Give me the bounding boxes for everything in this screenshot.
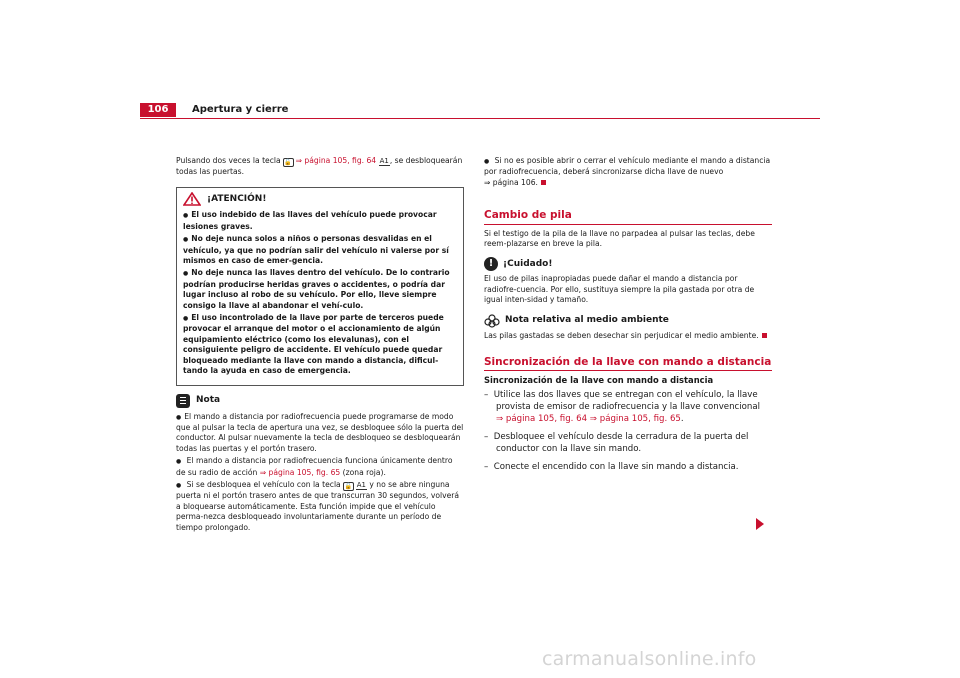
note-item: ● El mando a distancia por radiofrecuencia funciona únicamente dentro de su radio de acción ⇒ página 105, fig. 65 (zona roja). — [176, 456, 464, 478]
caution-exclamation-icon: ! — [484, 257, 498, 271]
environment-heading: Nota relativa al medio ambiente — [484, 314, 772, 328]
warning-item: ● No deje nunca solos a niños o personas desvalidas en el vehículo, ya que no podrían salir del vehículo ni valerse por sí mismos en caso de emer-gencia. — [183, 234, 457, 266]
environment-flower-icon — [484, 314, 500, 328]
note-reference-link[interactable]: ⇒ página 105, fig. 65 — [259, 467, 341, 477]
sync-subheading: Sincronización de la llave con mando a distancia — [484, 375, 714, 386]
page-header — [140, 103, 820, 117]
note-item: ● El mando a distancia por radiofrecuencia puede programarse de modo que al pulsar la tecla de apertura una vez, se desbloquee sólo la puerta del conductor. Al pulsar nuevamente la tecla de desbloqueo se desbloquearán todas las puertas y el portón trasero. — [176, 412, 464, 455]
warning-box — [176, 187, 464, 385]
warning-item: ● El uso indebido de las llaves del vehículo puede provocar lesiones graves. — [183, 210, 457, 232]
battery-paragraph: Si el testigo de la pila de la llave no parpadea al pulsar las teclas, debe reem-plazarse en breve la pila. — [484, 228, 755, 249]
warning-item: ● El uso incontrolado de la llave por parte de terceros puede provocar el arranque del motor o el accionamiento de algún equipamiento eléctrico (como los elevalunas), con el consiguiente peligro de accidente. El vehículo puede quedar bloqueado mediante la llave con mando a distancia, dificul-tando la ayuda en caso de emergencia. — [183, 313, 457, 376]
caution-paragraph: El uso de pilas inapropiadas puede dañar el mando a distancia por radiofre-cuencia. Por ello, sustituya siempre la pila gastada por otra de igual inten-sidad y tamaño. — [484, 274, 755, 305]
header-rule — [140, 118, 820, 119]
unlock-key-icon: 🔓 — [344, 482, 352, 490]
environment-paragraph: Las pilas gastadas se deben desechar sin perjudicar el medio ambiente. — [484, 331, 772, 341]
intro-paragraph: Pulsando dos veces la tecla 🔓 ⇒ página 105, fig. 64 A1, se desbloquearán todas las puertas. — [176, 156, 463, 176]
continue-arrow-icon — [756, 518, 764, 530]
end-mark-icon — [762, 333, 767, 338]
step-item: – Desbloquee el vehículo desde la cerradura de la puerta del conductor con la llave sin mando. — [484, 431, 749, 454]
page-number: 106 — [140, 103, 176, 117]
running-title: Apertura y cierre — [192, 104, 289, 115]
note-icon — [176, 394, 190, 408]
warning-item: ● No deje nunca las llaves dentro del vehículo. De lo contrario podrían producirse heridas graves o accidentes, o podría dar lugar incluso al robo de su vehículo. Por ello, lleve siempre consigo la llave al abandonar el vehí-culo. — [183, 268, 457, 311]
left-column — [176, 156, 464, 535]
section-title-sync: Sincronización de la llave con mando a distancia — [484, 357, 772, 371]
watermark: carmanualsonline.info — [542, 648, 757, 670]
key-a1-label: A1 — [379, 157, 389, 165]
unlock-key-icon: 🔓 — [284, 159, 292, 166]
note-heading: Nota — [176, 394, 464, 408]
section-title-battery: Cambio de pila — [484, 210, 772, 224]
sync-note-item: ● Si no es posible abrir o cerrar el vehículo mediante el mando a distancia por radiofrecuencia, deberá sincronizarse dicha llave de nuevo ⇒ página 106. — [484, 156, 772, 188]
step-item: – Utilice las dos llaves que se entregan con el vehículo, la llave provista de emisor de radiofrecuencia y la llave convencional ⇒ página 105, fig. 64 ⇒ página 105, fig. 65. — [484, 389, 761, 424]
step-reference-link[interactable]: ⇒ página 105, fig. 64 ⇒ página 105, fig. 65 — [496, 413, 681, 424]
step-item: – Conecte el encendido con la llave sin mando a distancia. — [484, 461, 739, 472]
sync-reference-link[interactable]: ⇒ página 106. — [484, 177, 538, 187]
caution-heading: ! ¡Cuidado! — [484, 257, 772, 271]
key-a1-label: A1 — [356, 480, 366, 489]
intro-reference-link[interactable]: ⇒ página 105, fig. 64 — [295, 156, 377, 165]
right-column — [484, 156, 772, 479]
end-mark-icon — [541, 180, 546, 185]
note-item: ● Si se desbloquea el vehículo con la tecla 🔓 A1 y no se abre ninguna puerta ni el portón trasero antes de que transcurran 30 segundos, volverá a bloquearse automáticamente. Esta función impide que el vehículo perma-nezca desbloqueado involuntariamente durante un período de tiempo prolongado. — [176, 480, 464, 533]
warning-triangle-icon — [183, 192, 201, 206]
warning-heading: ¡ATENCIÓN! — [183, 192, 457, 206]
